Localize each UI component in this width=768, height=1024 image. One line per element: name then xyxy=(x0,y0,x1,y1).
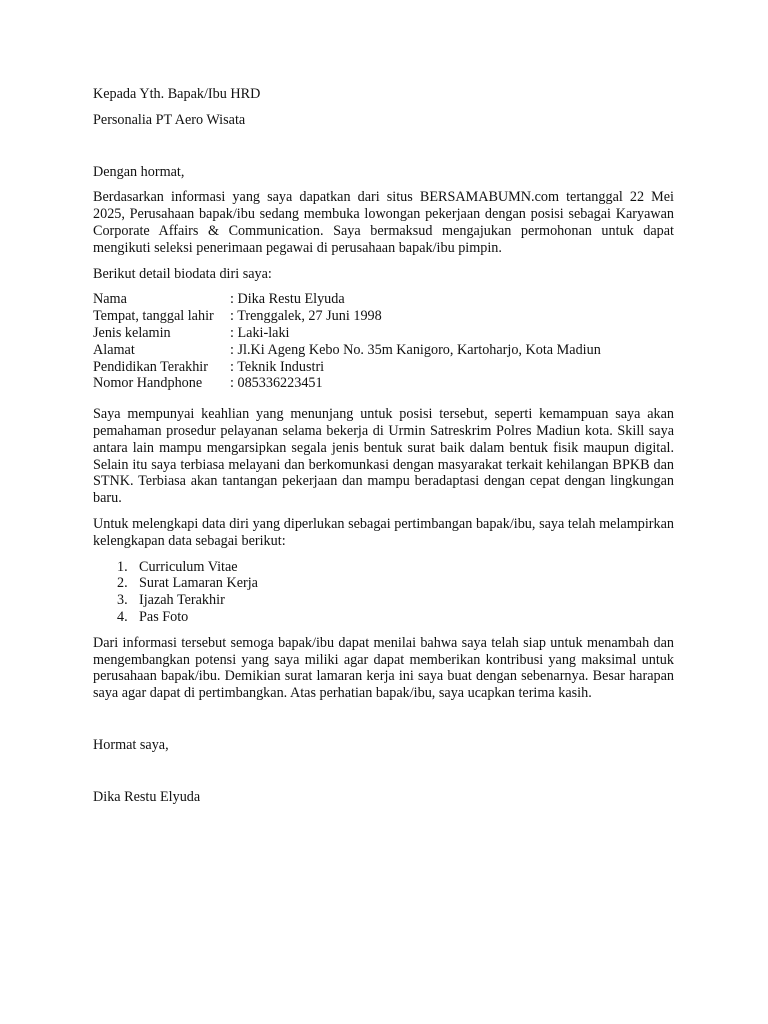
recipient-line-1: Kepada Yth. Bapak/Ibu HRD xyxy=(93,86,261,102)
biodata-row-pendidikan xyxy=(93,359,674,376)
attachment-paragraph: Untuk melengkapi data diri yang diperlukan sebagai pertimbangan bapak/ibu, saya telah melampirkan kelengkapan data sebagai berikut: xyxy=(93,515,674,549)
list-item-label: Ijazah Terakhir xyxy=(139,592,225,609)
list-item-number: 1. xyxy=(117,558,128,575)
biodata-label: Pendidikan Terakhir xyxy=(93,358,208,375)
greeting: Dengan hormat, xyxy=(93,163,185,180)
attachment-list xyxy=(93,559,674,626)
list-item xyxy=(93,609,674,626)
biodata-row-nama xyxy=(93,291,674,308)
biodata-value: : Jl.Ki Ageng Kebo No. 35m Kanigoro, Kartoharjo, Kota Madiun xyxy=(230,341,601,358)
list-item-number: 3. xyxy=(117,592,128,609)
biodata-label: Nomor Handphone xyxy=(93,375,203,392)
list-item-number: 2. xyxy=(117,575,128,592)
list-item xyxy=(93,592,674,609)
letter-page xyxy=(93,86,674,806)
list-item-label: Pas Foto xyxy=(139,608,189,625)
biodata-label: Jenis kelamin xyxy=(93,324,171,341)
biodata-row-ttl xyxy=(93,308,674,325)
biodata-row-jenis-kelamin xyxy=(93,325,674,342)
biodata-label: Alamat xyxy=(93,341,135,358)
list-item-number: 4. xyxy=(117,608,128,625)
biodata-value: : 085336223451 xyxy=(230,375,323,392)
biodata-value: : Laki-laki xyxy=(230,324,290,341)
list-item-label: Surat Lamaran Kerja xyxy=(139,575,258,592)
biodata-row-handphone xyxy=(93,375,674,392)
biodata-intro: Berikut detail biodata diri saya: xyxy=(93,265,272,282)
sign-off: Hormat saya, xyxy=(93,736,169,753)
skill-paragraph: Saya mempunyai keahlian yang menunjang untuk posisi tersebut, seperti kemampuan saya akan pemahaman prosedur pelayanan selama bekerja di Urmin Satreskrim Polres Madiun kota. Skill saya antara lain mampu mengarsipkan segala jenis bentuk surat baik dalam bentuk fisik maupun digital. Selain itu saya terbiasa melayani dan berkomunkasi dengan masyarakat terkait kehilangan BPKB dan STNK. Terbiasa akan tantangan pekerjaan dan mampu beradaptasi dengan cepat dengan lingkungan baru. xyxy=(93,406,674,507)
intro-paragraph: Berdasarkan informasi yang saya dapatkan dari situs BERSAMABUMN.com tertanggal 22 Mei 2025, Perusahaan bapak/ibu sedang membuka lowongan pekerjaan dengan posisi sebagai Karyawan Corporate Affairs & Communication. Saya bermaksud mengajukan permohonan untuk dapat mengikuti seleksi penerimaan pegawai di perusahaan bapak/ibu pimpin. xyxy=(93,189,674,256)
signature-name: Dika Restu Elyuda xyxy=(93,788,201,805)
biodata-row-alamat xyxy=(93,342,674,359)
biodata-value: : Trenggalek, 27 Juni 1998 xyxy=(230,308,382,325)
biodata-label: Tempat, tanggal lahir xyxy=(93,308,214,325)
biodata-value: : Teknik Industri xyxy=(230,358,325,375)
biodata-table xyxy=(93,291,674,392)
biodata-value: : Dika Restu Elyuda xyxy=(230,291,345,308)
list-item xyxy=(93,575,674,592)
list-item-label: Curriculum Vitae xyxy=(139,558,238,575)
list-item xyxy=(93,559,674,576)
biodata-label: Nama xyxy=(93,291,127,308)
recipient-line-2: Personalia PT Aero Wisata xyxy=(93,111,246,128)
closing-paragraph: Dari informasi tersebut semoga bapak/ibu dapat menilai bahwa saya telah siap untuk menambah dan mengembangkan potensi yang saya miliki agar dapat memberikan kontribusi yang maksimal untuk perusahaan bapak/ibu. Demikian surat lamaran kerja ini saya buat dengan sebenarnya. Besar harapan saya agar dapat di pertimbangkan. Atas perhatian bapak/ibu, saya ucapkan terima kasih. xyxy=(93,634,674,702)
